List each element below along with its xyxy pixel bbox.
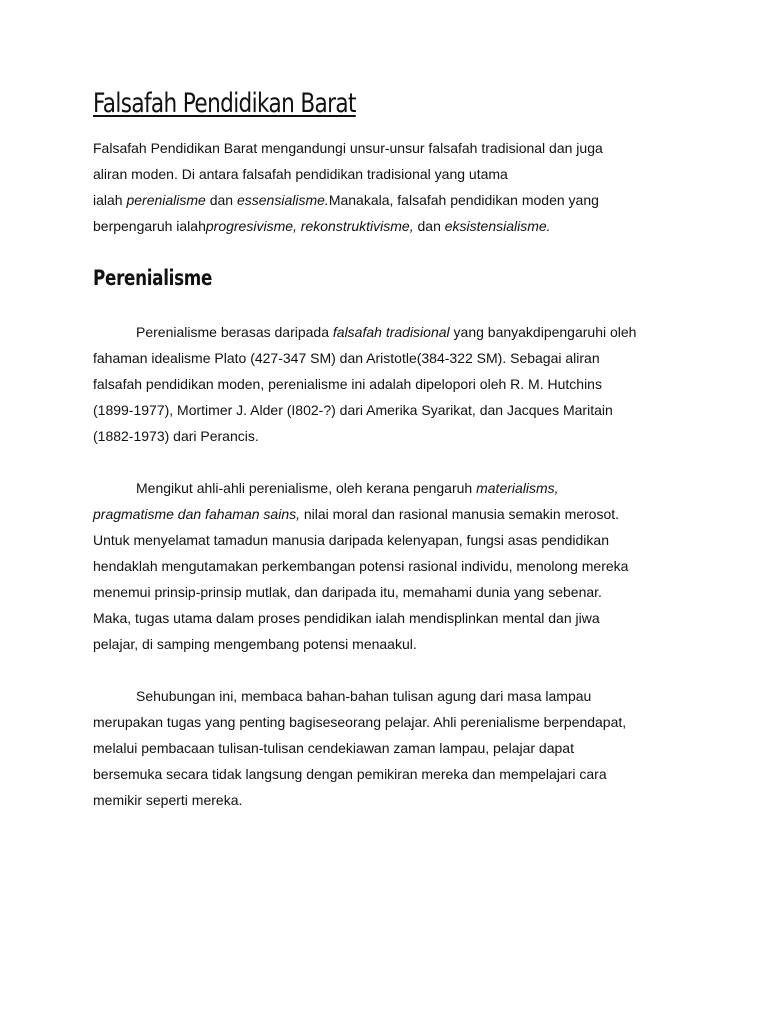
- text-line: pelajar, di samping mengembang potensi menaakul.: [93, 636, 417, 652]
- text-line: Sehubungan ini, membaca bahan-bahan tulisan agung dari masa lampau: [136, 688, 592, 704]
- text-span: dan: [205, 192, 237, 208]
- text-line: (1899-1977), Mortimer J. Alder (I802-?) dari Amerika Syarikat, dan Jacques Maritain: [93, 402, 613, 418]
- text-line: [93, 161, 693, 187]
- italic-term: perenialisme: [126, 192, 206, 208]
- text-line: merupakan tugas yang penting bagiseseorang pelajar. Ahli perenialisme berpendapat,: [93, 714, 627, 730]
- text-line: [93, 213, 693, 239]
- text-line: hendaklah mengutamakan perkembangan potensi rasional individu, menolong mereka: [93, 558, 629, 574]
- text-line: [93, 501, 693, 527]
- text-line: Maka, tugas utama dalam proses pendidikan ialah mendisplinkan mental dan jiwa: [93, 610, 600, 626]
- text-line: Untuk menyelamat tamadun manusia daripada kelenyapan, fungsi asas pendidikan: [93, 532, 609, 548]
- text-line: (1882-1973) dari Perancis.: [93, 428, 259, 444]
- italic-term: falsafah tradisional: [332, 324, 450, 340]
- text-line: [93, 187, 693, 213]
- text-span: berpengaruh ialah: [93, 218, 206, 234]
- text-span: ialah: [93, 192, 127, 208]
- paragraph-1: [93, 319, 693, 449]
- italic-term: eksistensialisme.: [444, 218, 551, 234]
- text-line: [93, 319, 693, 345]
- text-line: falsafah pendidikan moden, perenialisme ini adalah dipelopori oleh R. M. Hutchins: [93, 376, 602, 392]
- text-line: menemui prinsip-prinsip mutlak, dan daripada itu, memahami dunia yang sebenar.: [93, 584, 602, 600]
- text-span: dan: [413, 218, 445, 234]
- italic-term: pragmatisme dan fahaman sains,: [93, 506, 300, 522]
- text-line: fahaman idealisme Plato (427-347 SM) dan Aristotle(384-322 SM). Sebagai aliran: [93, 350, 600, 366]
- text-span: Falsafah Pendidikan Barat mengandungi unsur-unsur falsafah tradisional dan juga: [93, 140, 603, 156]
- italic-term: essensialisme.: [236, 192, 329, 208]
- paragraph-3: [93, 683, 693, 813]
- intro-paragraph: [93, 135, 693, 239]
- text-span: nilai moral dan rasional manusia semakin merosot.: [300, 506, 620, 522]
- section-heading: Perenialisme: [93, 266, 213, 290]
- italic-term: progresivisme, rekonstruktivisme,: [205, 218, 414, 234]
- text-line: bersemuka secara tidak langsung dengan pemikiran mereka dan mempelajari cara: [93, 766, 607, 782]
- text-line: memikir seperti mereka.: [93, 792, 243, 808]
- text-line: melalui pembacaan tulisan-tulisan cendekiawan zaman lampau, pelajar dapat: [93, 740, 574, 756]
- text-span: aliran moden. Di antara falsafah pendidikan tradisional yang utama: [93, 166, 508, 182]
- text-span: Mengikut ahli-ahli perenialisme, oleh kerana pengaruh: [136, 480, 477, 496]
- document-title: Falsafah Pendidikan Barat: [93, 88, 356, 119]
- text-span: Perenialisme berasas daripada: [136, 324, 333, 340]
- text-span: yang banyakdipengaruhi oleh: [449, 324, 637, 340]
- text-line: [93, 135, 693, 161]
- italic-term: materialisms,: [476, 480, 559, 496]
- paragraph-2: [93, 475, 693, 657]
- text-span: Manakala, falsafah pendidikan moden yang: [328, 192, 599, 208]
- text-line: [93, 475, 693, 501]
